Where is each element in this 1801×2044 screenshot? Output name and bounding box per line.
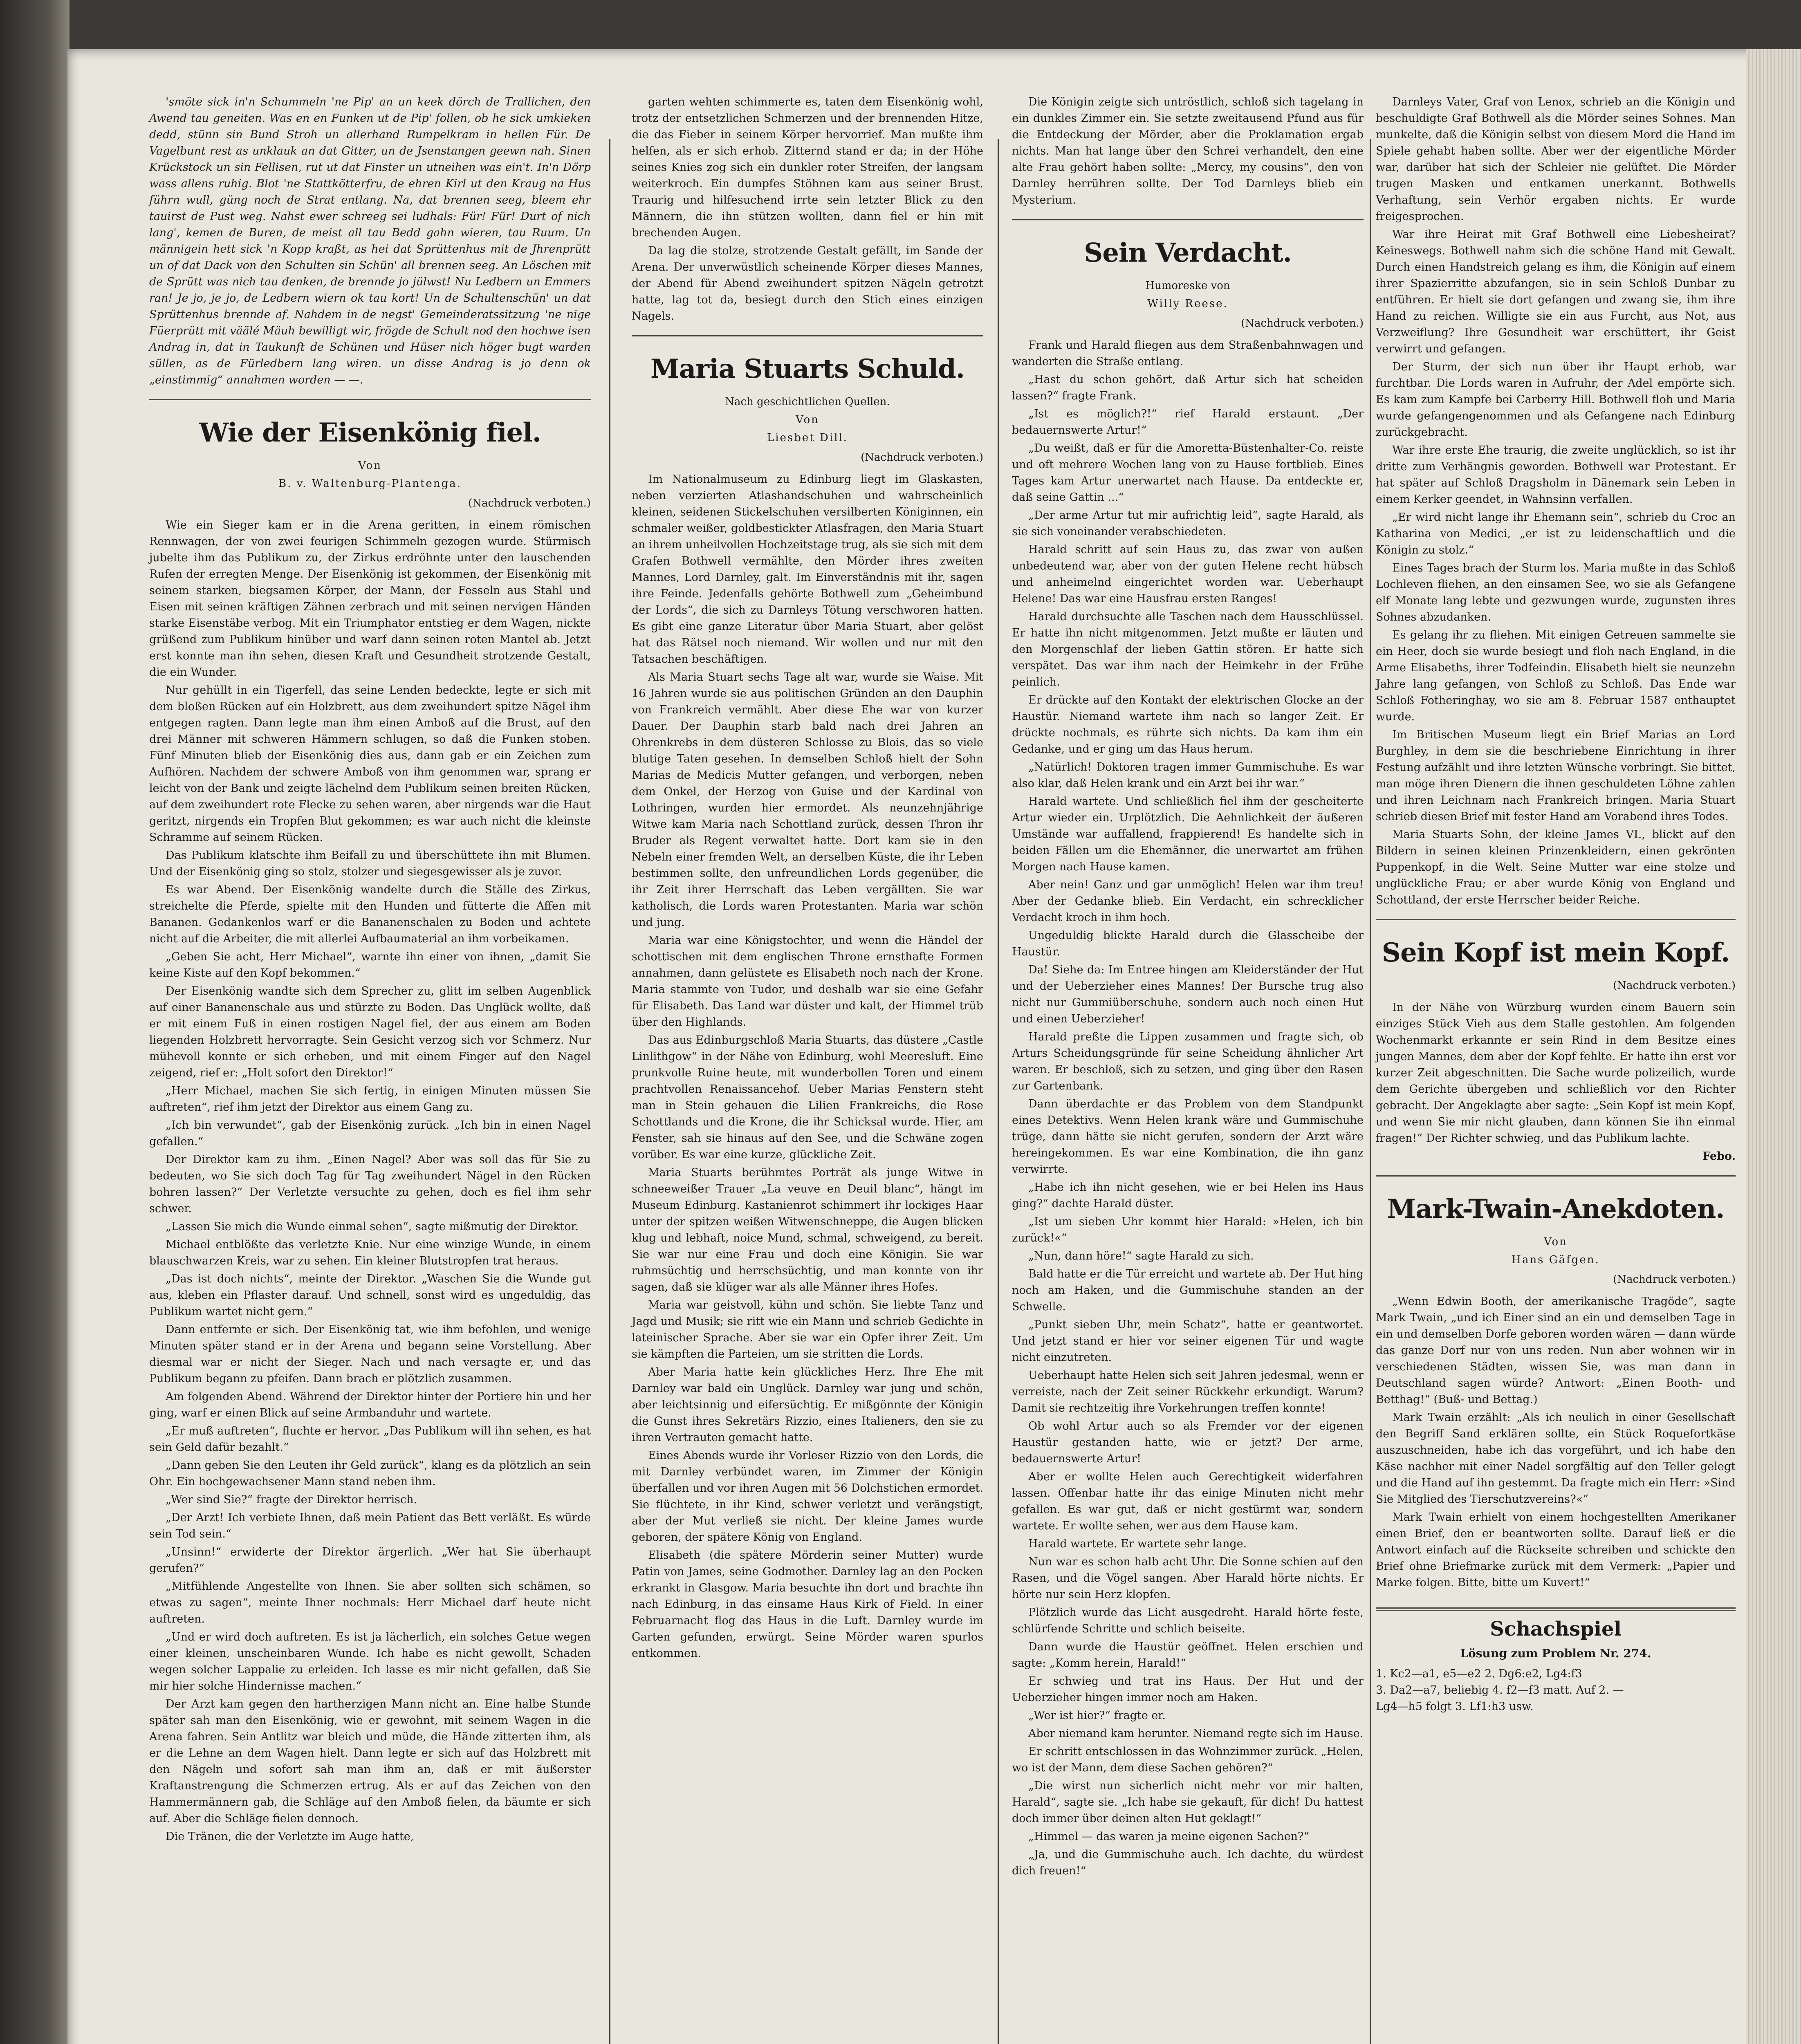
paragraph: Nur gehüllt in ein Tigerfell, das seine Lenden bedeckte, legte er sich mit dem bloßen Rücken auf ein Holzbrett, aus dem zweihundert spitze Nägel ihm entgegen ragten. Dann legte man ihm einen Amboß auf die Brust, auf den drei Männer mit schweren Hämmern schlugen, so daß die Funken stoben. Fünf Minuten blieb der Eisenkönig dies aus, dann gab er ein Zeichen zum Aufhören. Nachdem der schwere Amboß von ihm genommen war, sprang er leicht von der Bank und zeigte lächelnd dem Publikum seinen breiten Rücken, auf dem zweihundert rote Flecke zu sehen waren, aber nirgends war die Haut geritzt, nirgends ein Tropfen Blut gekommen; es war auch nicht die kleinste Schramme auf seinem Rücken. [149, 684, 591, 844]
author: Hans Gäfgen. [1512, 1254, 1600, 1266]
dialect-story-end: 'smöte sick in'n Schummeln 'ne Pip' an un keek dörch de Trallichen, den Awend tau geneiten. Was en en Funken ut de Pip' follen, ob he sick umkieken dedd, stünn sin Bund Stroh un allerhand Rumpelkram in hellen Für. De Vagelbunt rest as unklauk an dat Gitter, un de Jsenstangen geewn nah. Sinen Krückstock un sin Fellisen, rut ut dat Finster un utneihen was ein't. In'n Dörp wass allens ruhig. Blot 'ne Stattkötterfru, de ehren Kirl ut den Kraug na Hus führn wull, güng noch de Strat entlang. Na, dat brennen seeg, bleem ehr tauirst de Pust weg. Nahst ewer schreeg sei ludhals: Für! Für! Durt of nich lang', kemen de Buren, de meist all tau Bedd gahn wieren, tau Ruum. Un männigein hett sick 'n Kopp kraßt, as hei dat Sprüttenhus mit de Jhrenprütt un of dat Dack von den Schulten sin Schün' all brennen seeg. An Löschen mit de Sprütt was nich tau denken, de brennde jo jülwst! Nu Ledbern un Emmers ran! Je jo, je jo, de Ledbern wiern ok tau kort! Un de Schultenschün' un dat Sprüttenhus brennde af. Nahdem in de negst' Gemeinderatssitzung 'ne nige Füerprütt mit väälé Mäuh bewilligt wir, frögde de Schult nod den hochwe isen Andrag in, dat in Taukunft de Schünen und Hüser nich höger bugt warden süllen, as de Fürledbern lang wiren. un disse Andrag is jo denn ok „einstimmig“ annahmen worden — —. [149, 96, 591, 386]
paragraph: In der Nähe von Würzburg wurden einem Bauern sein einziges Stück Vieh aus dem Stalle gestohlen. Am folgenden Wochenmarkt erkannte er sein Rind in dem Besitze eines jungen Mannes, dem aber der Kopf fehlte. Er hatte ihn erst vor kurzer Zeit abgeschnitten. Die Sache wurde polizeilich, wurde dem Gerichte übergeben und schließlich vor den Richter gebracht. Der Angeklagte aber sagte: „Sein Kopf ist mein Kopf, und wenn Sie mir nicht glauben, dann können Sie ihn einmal fragen!“ Der Richter schwieg, und das Publikum lachte. [1376, 1001, 1736, 1145]
paragraph: Mark Twain erzählt: „Als ich neulich in einer Gesellschaft den Begriff Sand erklären sollte, ein Stück Roquefortkäse auszuschneiden, habe ich das vorgeführt, und ich habe den Käse nachher mit einer Nadel sorgfältig auf den Teller gelegt und die Hand auf ihn gestemmt. Da fragte mich ein Herr: »Sind Sie Mitglied des Tierschutzvereins?«“ [1376, 1411, 1736, 1506]
paragraph: „Er muß auftreten“, fluchte er hervor. „Das Publikum will ihn sehen, es hat sein Geld dafür bezahlt.“ [149, 1425, 591, 1454]
column-rule [1370, 139, 1371, 2044]
paragraph: Dann entfernte er sich. Der Eisenkönig tat, wie ihm befohlen, und wenige Minuten später stand er in der Arena und begann seine Vorstellung. Aber diesmal war er nicht der Sieger. Nach und nach versagte er, und das Publikum begann zu pfeifen. Dann brach er plötzlich zusammen. [149, 1323, 591, 1385]
paragraph: „Wer ist hier?“ fragte er. [1028, 1709, 1166, 1722]
paragraph: Ungeduldig blickte Harald durch die Glasscheibe der Haustür. [1012, 929, 1364, 958]
divider [1376, 919, 1736, 920]
paragraph: Er schritt entschlossen in das Wohnzimmer zurück. „Helen, wo ist der Mann, dem diese Sachen gehören?“ [1012, 1745, 1364, 1774]
paragraph: Es war Abend. Der Eisenkönig wandelte durch die Ställe des Zirkus, streichelte die Pferde, spielte mit den Hunden und fütterte die Affen mit Bananen. Gedankenlos warf er die Bananenschalen zu Boden und achtete nicht auf die Arbeiter, die mit allerlei Aufbaumaterial an ihm vorbeikamen. [149, 883, 591, 945]
paragraph: Im Britischen Museum liegt ein Brief Marias an Lord Burghley, in dem sie die beschriebene Einrichtung in ihrer Festung aufzählt und ihre letzten Wünsche vorbringt. Sie bittet, man möge ihren Dienern die ihnen geschuldeten Löhne zahlen und ihren Leichnam nach Frankreich bringen. Maria Stuart schrieb diesen Brief mit fester Hand am Vorabend ihres Todes. [1376, 728, 1736, 823]
paragraph: Die Königin zeigte sich untröstlich, schloß sich tagelang in ein dunkles Zimmer ein. Sie setzte zweitausend Pfund aus für die Entdeckung der Mörder, aber die Proklamation ergab nichts. Man hat lange über den Schrei verhandelt, den eine alte Frau gehört haben sollte: „Mercy, my cousins“, den von Darnley herrühren sollte. Der Tod Darnleys blieb ein Mysterium. [1012, 96, 1364, 206]
paragraph: Michael entblößte das verletzte Knie. Nur eine winzige Wunde, in einem blauschwarzen Kreis, war zu sehen. Ein kleiner Blutstropfen trat heraus. [149, 1238, 591, 1267]
paragraph: Aber niemand kam herunter. Niemand regte sich im Hause. [1028, 1727, 1364, 1740]
paragraph: Plötzlich wurde das Licht ausgedreht. Harald hörte feste, schlürfende Schritte und schlich beiseite. [1012, 1606, 1364, 1635]
paragraph: Eines Abends wurde ihr Vorleser Rizzio von den Lords, die mit Darnley verbündet waren, im Zimmer der Königin überfallen und vor ihren Augen mit 56 Dolchstichen ermordet. Sie flüchtete, in ihr Kind, schwer verletzt und verängstigt, aber der Mut verließ sie nicht. Der kleine James wurde geboren, der spätere König von England. [632, 1449, 983, 1544]
paragraph: Maria Stuarts Sohn, der kleine James VI., blickt auf den Bildern in seinen kleinen Prinzenkleidern, einen gekrönten Puppenkopf, in die Welt. Seine Mutter war eine stolze und unglückliche Frau; er aber wurde König von England und Schottland, der erste Herrscher beider Reiche. [1376, 828, 1736, 906]
reprint-note: (Nachdruck verboten.) [1613, 979, 1736, 992]
divider [632, 335, 983, 336]
byline-von: Von [796, 414, 819, 426]
reprint-note: (Nachdruck verboten.) [1613, 1273, 1736, 1286]
paragraph: Harald durchsuchte alle Taschen nach dem Hausschlüssel. Er hatte ihn nicht mitgenommen. Jetzt mußte er läuten und den Morgenschlaf der lieben Gattin stören. Er hatte sich verspätet. Das war ihm nach der Heimkehr in der Frühe peinlich. [1012, 610, 1364, 688]
paragraph: „Die wirst nun sicherlich nicht mehr vor mir halten, Harald“, sagte sie. „Ich habe sie gekauft, für dich! Du hattest doch immer über deinen alten Hut geklagt!“ [1012, 1780, 1364, 1825]
divider [149, 399, 591, 400]
paragraph: Es gelang ihr zu fliehen. Mit einigen Getreuen sammelte sie ein Heer, doch sie wurde besiegt und floh nach England, in die Arme Elisabeths, ihrer Todfeindin. Elisabeth hielt sie neunzehn Jahre lang gefangen, von Schloß zu Schloß. Das Ende war Schloß Fotheringhay, wo sie am 8. Februar 1587 enthauptet wurde. [1376, 629, 1736, 723]
paragraph: Im Nationalmuseum zu Edinburg liegt im Glaskasten, neben verzierten Atlashandschuhen und wahrscheinlich kleinen, seidenen Stickelschuhen versilberten Königinnen, ein schmaler weißer, goldbestickter Atlasfragen, den Maria Stuart an ihrem unheilvollen Hochzeitstage trug, als sie sich mit dem Grafen Bothwell vermählte, den Mörder ihres zweiten Mannes, Lord Darnley, galt. Im Einverständnis mit ihr, sagen ihre Feinde. Jedenfalls gehörte Bothwell zum „Geheimbund der Lords“, die sich zu Darnleys Tötung verschworen hatten. Es gibt eine ganze Literatur über Maria Stuart, aber gelöst hat das Rätsel noch niemand. Wir wollen und nur mit den Tatsachen beschäftigen. [632, 473, 983, 666]
paragraph: „Punkt sieben Uhr, mein Schatz“, hatte er geantwortet. Und jetzt stand er hier vor seiner eigenen Tür und wagte nicht einzutreten. [1012, 1318, 1364, 1364]
paragraph: Der Sturm, der sich nun über ihr Haupt erhob, war furchtbar. Die Lords waren in Aufruhr, der Adel empörte sich. Es kam zum Kampfe bei Carberry Hill. Bothwell floh und Maria wurde gefangengenommen und als Gefangene nach Edinburg zurückgebracht. [1376, 361, 1736, 439]
column-1 [149, 94, 591, 1847]
paragraph: Aber Maria hatte kein glückliches Herz. Ihre Ehe mit Darnley war bald ein Unglück. Darnley war jung und schön, aber leichtsinnig und eifersüchtig. Er mißgönnte der Königin die Gunst ihres Sekretärs Rizzio, eines Italieners, den sie zu ihren Vertrauten gemacht hatte. [632, 1366, 983, 1444]
paragraph: Bald hatte er die Tür erreicht und wartete ab. Der Hut hing noch am Haken, und die Gummischuhe standen an der Schwelle. [1012, 1268, 1364, 1313]
divider [1376, 1175, 1736, 1177]
chess-line: 3. Da2—a7, beliebig 4. f2—f3 matt. Auf 2. — [1376, 1684, 1624, 1697]
paragraph: Da! Siehe da: Im Entree hingen am Kleiderständer der Hut und der Ueberzieher eines Mannes! Der Bursche trug also nicht nur Gummiüberschuhe, sondern auch noch einen Hut und einen Ueberzieher! [1012, 964, 1364, 1025]
paragraph: Elisabeth (die spätere Mörderin seiner Mutter) wurde Patin von James, seine Godmother. Darnley lag an den Pocken erkrankt in Glasgow. Maria besuchte ihn dort und brachte ihn nach Edinburg, in das einsame Haus Kirk of Field. In einer Februarnacht flog das Haus in die Luft. Darnley wurde im Garten gefunden, erwürgt. Seine Mörder waren spurlos entkommen. [632, 1549, 983, 1660]
paragraph: „Der arme Artur tut mir aufrichtig leid“, sagte Harald, als sie sich voneinander verabschiedeten. [1012, 509, 1364, 538]
paragraph: „Der Arzt! Ich verbiete Ihnen, daß mein Patient das Bett verläßt. Es würde sein Tod sein.“ [149, 1511, 591, 1540]
paragraph: „Du weißt, daß er für die Amoretta-Büstenhalter-Co. reiste und oft mehrere Wochen lang von zu Hause fortblieb. Eines Tages kam Artur unerwartet nach Hause. Da entdeckte er, daß seine Gattin ...“ [1012, 442, 1364, 504]
paragraph: Harald schritt auf sein Haus zu, das zwar von außen unbedeutend war, aber von der guten Helene recht hübsch und anheimelnd eingerichtet worden war. Ueberhaupt Helene! Das war eine Hausfrau ersten Ranges! [1012, 543, 1364, 605]
paragraph: Harald preßte die Lippen zusammen und fragte sich, ob Arturs Scheidungsgründe für seine Scheidung ähnlicher Art waren. Er beschloß, sich zu setzen, und ging über den Rasen zur Gartenbank. [1012, 1031, 1364, 1092]
subtitle: Nach geschichtlichen Quellen. [725, 396, 890, 408]
paragraph: „Und er wird doch auftreten. Es ist ja lächerlich, ein solches Getue wegen einer kleinen, unscheinbaren Wunde. Ich habe es nicht gewollt, Schaden wegen solcher Lappalie zu erleiden. Ich lasse es mir nicht gefallen, daß Sie mir hier solche Hindernisse machen.“ [149, 1631, 591, 1692]
paragraph: War ihre Heirat mit Graf Bothwell eine Liebesheirat? Keineswegs. Bothwell nahm sich die schöne Hand mit Gewalt. Durch einen Handstreich gelang es ihm, die Königin auf einem ihrer Spazierritte abzufangen, sie in sein Schloß Dunbar zu entführen. Er hielt sie dort gefangen und zwang sie, ihm ihre Hand zu reichen. Willigte sie ein aus Furcht, aus Not, aus Verzweiflung? Ihre Gesundheit war erschüttert, ihr Geist verwirrt und gefangen. [1376, 228, 1736, 355]
paragraph: „Unsinn!“ erwiderte der Direktor ärgerlich. „Wer hat Sie überhaupt gerufen?“ [149, 1546, 591, 1575]
paragraph: Der Direktor kam zu ihm. „Einen Nagel? Aber was soll das für Sie zu bedeuten, wo Sie sich doch Tag für Tag zweihundert Nägel in den Rücken bohren lassen?“ Der Verletzte versuchte zu gehen, doch es fiel ihm sehr schwer. [149, 1153, 591, 1215]
column-2 [632, 94, 983, 1663]
paragraph: „Nun, dann höre!“ sagte Harald zu sich. [1028, 1250, 1254, 1262]
paragraph: „Ja, und die Gummischuhe auch. Ich dachte, du würdest dich freuen!“ [1012, 1848, 1364, 1877]
reprint-note: (Nachdruck verboten.) [1241, 317, 1364, 329]
paragraph: Ueberhaupt hatte Helen sich seit Jahren jedesmal, wenn er verreiste, nach der Zeit seiner Rückkehr erkundigt. Warum? Damit sie rechtzeitig ihre Vorkehrungen treffen konnte! [1012, 1369, 1364, 1414]
article-title-verdacht: Sein Verdacht. [1084, 238, 1292, 268]
column-4 [1376, 94, 1736, 1715]
paragraph: Da lag die stolze, strotzende Gestalt gefällt, im Sande der Arena. Der unverwüstlich scheinende Körper dieses Mannes, der Abend für Abend zweihundert spitzen Nägeln getrotzt hatte, lag tot da, besiegt durch den Stich eines einzigen Nagels. [632, 244, 983, 323]
paragraph: Ob wohl Artur auch so als Fremder vor der eigenen Haustür gestanden hatte, wie er jetzt? Der arme, bedauernswerte Artur! [1012, 1420, 1364, 1465]
byline-von: Von [1544, 1236, 1568, 1248]
paragraph: Er schwieg und trat ins Haus. Der Hut und der Ueberzieher hingen immer noch am Haken. [1012, 1675, 1364, 1704]
signature: Febo. [1702, 1150, 1736, 1163]
paragraph: Das Publikum klatschte ihm Beifall zu und überschüttete ihn mit Blumen. Und der Eisenkönig ging so stolz, stolzer und siegesgewisser als je zuvor. [149, 849, 591, 878]
paragraph: „Mitfühlende Angestellte von Ihnen. Sie aber sollten sich schämen, so etwas zu sagen“, meinte Ihner nochmals: Herr Michael darf heute nicht auftreten. [149, 1580, 591, 1625]
paragraph: „Er wird nicht lange ihr Ehemann sein“, schrieb du Croc an Katharina von Medici, „er ist zu leidenschaftlich und die Königin zu stolz.“ [1376, 511, 1736, 556]
paragraph: „Wer sind Sie?“ fragte der Direktor herrisch. [166, 1493, 417, 1506]
chess-section-title: Schachspiel [1490, 1618, 1622, 1641]
article-title-mark-twain: Mark-Twain-Anekdoten. [1387, 1194, 1725, 1224]
column-rule [998, 139, 999, 2044]
paragraph: Wie ein Sieger kam er in die Arena geritten, in einem römischen Rennwagen, der von zwei feurigen Schimmeln gezogen wurde. Stürmisch jubelte ihm das Publikum zu, der Zirkus erdröhnte unter den lauschenden Rufen der erregten Menge. Der Eisenkönig ist gekommen, der Eisenkönig mit seinem starken, biegsamen Körper, der Mann, der Fesseln aus Stahl und Eisen mit seinen kräftigen Zähnen zerbrach und mit seinen nervigen Händen starke Eisenstäbe verbog. Mit ein Triumphator entstieg er dem Wagen, nickte grüßend zum Publikum hinüber und warf dann seinen roten Mantel ab. Jetzt erst konnte man ihn sehen, diesen Kraft und Gesundheit strotzende Gestalt, die ein Wunder. [149, 519, 591, 679]
page-edges [1746, 49, 1801, 2044]
column-3 [1012, 94, 1364, 1881]
reprint-note: (Nachdruck verboten.) [861, 451, 983, 464]
paragraph: Harald wartete. Und schließlich fiel ihm der gescheiterte Artur wieder ein. Urplötzlich. Die Aehnlichkeit der äußeren Umstände war auffallend, frappierend! Es handelte sich in beiden Fällen um die Ehemänner, die unerwartet am frühen Morgen nach Hause kamen. [1012, 795, 1364, 873]
paragraph: Aber er wollte Helen auch Gerechtigkeit widerfahren lassen. Offenbar hatte ihr das einige Minuten nicht mehr gefallen. Es war gut, daß er nicht gestürmt war, sondern wartete. Er wollte sehen, wer aus dem Hause kam. [1012, 1470, 1364, 1532]
paragraph: Harald wartete. Er wartete sehr lange. [1028, 1537, 1247, 1550]
reprint-note: (Nachdruck verboten.) [468, 497, 591, 509]
author: B. v. Waltenburg-Plantenga. [278, 477, 462, 490]
paragraph: Die Tränen, die der Verletzte im Auge hatte, [166, 1830, 414, 1843]
paragraph: „Wenn Edwin Booth, der amerikanische Tragöde“, sagte Mark Twain, „und ich Einer sind an ein und demselben Tage in ein und demselben Dorfe geboren worden wären — dann würde das ganze Dorf nur von uns reden. Nun aber wohnen wir in verschiedenen Städten, wissen Sie, was man dann in Deutschland sagen würde? Antwort: „Einen Booth- und Betthag!“ (Buß- und Bettag.) [1376, 1295, 1736, 1406]
paragraph: Der Arzt kam gegen den hartherzigen Mann nicht an. Eine halbe Stunde später sah man den Eisenkönig, wie er gewohnt, mit seinem Wagen in die Arena fahren. Sein Antlitz war bleich und müde, die Hände zitterten ihm, als er die Lehne an dem Wagen hielt. Dann legte er sich auf das Holzbrett mit den Nägeln und sofort sah man ihm an, daß er mit äußerster Kraftanstrengung die Schmerzen ertrug. Als er auf das Zeichen von den Hammermännern gab, die Schläge auf den Amboß fielen, da bäumte er sich auf. Aber die Schläge fielen dennoch. [149, 1698, 591, 1825]
paragraph: „Hast du schon gehört, daß Artur sich hat scheiden lassen?“ fragte Frank. [1012, 373, 1364, 402]
divider [1012, 219, 1364, 220]
byline-von: Von [358, 459, 382, 472]
paragraph: „Himmel — das waren ja meine eigenen Sachen?“ [1028, 1830, 1310, 1843]
paragraph: „Geben Sie acht, Herr Michael“, warnte ihn einer von ihnen, „damit Sie keine Kiste auf den Kopf bekommen.“ [149, 950, 591, 979]
article-title-kopf: Sein Kopf ist mein Kopf. [1382, 937, 1730, 968]
paragraph: „Natürlich! Doktoren tragen immer Gummischuhe. Es war also klar, daß Helen krank und ein Arzt bei ihr war.“ [1012, 761, 1364, 790]
article-title-eisenkoenig: Wie der Eisenkönig fiel. [199, 417, 541, 448]
paragraph: Maria Stuarts berühmtes Porträt als junge Witwe in schneeweißer Trauer „La veuve en Deuil blanc“, hängt im Museum Edinburg. Kastanienrot schimmert ihr lockiges Haar unter der spitzen weißen Witwenschneppe, die Augen blicken klug und lebhaft, noice Mund, schmal, schweigend, zu bereit. Sie war nur eine Frau und doch eine Königin. Sie war ruhmsüchtig und herrschsüchtig, und man konnte von ihr sagen, daß sie klüger war als alle Männer ihres Hofes. [632, 1166, 983, 1293]
paragraph: Dann überdachte er das Problem von dem Standpunkt eines Detektivs. Wenn Helen krank wäre und Gummischuhe trüge, dann hätte sie nicht gerufen, sondern der Arzt wäre hereingekommen. Es war eine Kombination, die ihn ganz verwirrte. [1012, 1098, 1364, 1176]
chess-line: Lg4—h5 folgt 3. Lf1:h3 usw. [1376, 1700, 1534, 1713]
subtitle: Humoreske von [1145, 280, 1230, 292]
paragraph: War ihre erste Ehe traurig, die zweite unglücklich, so ist ihr dritte zum Verhängnis geworden. Bothwell war Protestant. Er hat später auf Schloß Dragsholm in Dänemark sein Leben in einem Kerker geendet, in Wahnsinn verfallen. [1376, 444, 1736, 506]
article-title-maria-stuart: Maria Stuarts Schuld. [650, 354, 965, 384]
paragraph: „Das ist doch nichts“, meinte der Direktor. „Waschen Sie die Wunde gut aus, kleben ein Pflaster darauf. Und schnell, sonst wird es ungeduldig, das Publikum wartet nicht gern.“ [149, 1273, 591, 1318]
paragraph: „Ist es möglich?!“ rief Harald erstaunt. „Der bedauernswerte Artur!“ [1012, 408, 1364, 437]
author: Willy Reese. [1147, 298, 1228, 310]
paragraph: Darnleys Vater, Graf von Lenox, schrieb an die Königin und beschuldigte Graf Bothwell als die Mörder seines Sohnes. Man munkelte, daß die Königin selbst von diesem Mord die Hand im Spiele gehabt haben sollte. Aber wer der eigentliche Mörder war, darüber hat sich der Schleier nie gelüftet. Die Mörder trugen Masken und entkamen unerkannt. Bothwells Verhaftung, sein Verhör ergaben nichts. Er wurde freigesprochen. [1376, 96, 1736, 223]
paragraph: Dann wurde die Haustür geöffnet. Helen erschien und sagte: „Komm herein, Harald!“ [1012, 1641, 1364, 1670]
paragraph: Der Eisenkönig wandte sich dem Sprecher zu, glitt im selben Augenblick auf einer Bananenschale aus und stürzte zu Boden. Das Unglück wollte, daß er mit einem Fuß in einen rostigen Nagel fiel, der aus einem am Boden liegenden Holzbrett hervorragte. Sein Gesicht verzog sich vor Schmerz. Nur mühevoll konnte er sich erheben, und mit einem Finger auf den Nagel zeigend, rief er: „Holt sofort den Direktor!“ [149, 985, 591, 1079]
paragraph: garten wehten schimmerte es, taten dem Eisenkönig wohl, trotz der entsetzlichen Schmerzen und der brennenden Hitze, die das Fieber in seinem Körper hervorrief. Man mußte ihm helfen, als er sich erhob. Zitternd stand er da; in der Höhe seines Knies zog sich ein dunkler roter Streifen, der langsam weiterkroch. Ein dumpfes Stöhnen kam aus seiner Brust. Traurig und hilfesuchend irrte sein letzter Blick zu den Männern, die ihn stützen wollten, dann fiel er hin mit brechenden Augen. [632, 96, 983, 239]
paragraph: Als Maria Stuart sechs Tage alt war, wurde sie Waise. Mit 16 Jahren wurde sie aus politischen Gründen an den Dauphin von Frankreich vermählt. Aber diese Ehe war von kurzer Dauer. Der Dauphin starb bald nach drei Jahren an Ohrenkrebs in dem düsteren Schlosse zu Blois, das so viele blutige Taten gesehen. In demselben Schloß hielt der Sohn Marias de Medicis Mutter gefangen, und verborgen, neben dem Onkel, der Herzog von Guise und der Kardinal von Lothringen, wurden hier ermordet. Als neunzehnjährige Witwe kam Maria nach Schottland zurück, dessen Thron ihr Bruder als Regent verwaltet hatte. Dort kam sie in den Nebeln einer fremden Welt, an derselben Küste, die ihr Leben bestimmen sollte, den unfreundlichen Lords gegenüber, die ihr Zeit ihrer Herrschaft das Leben vergällten. Sie war katholisch, die Lords waren Protestanten. Maria war schön und jung. [632, 671, 983, 929]
paragraph: Nun war es schon halb acht Uhr. Die Sonne schien auf den Rasen, und die Vögel sangen. Aber Harald hörte nichts. Er hörte nur sein Herz klopfen. [1012, 1555, 1364, 1601]
paragraph: Maria war geistvoll, kühn und schön. Sie liebte Tanz und Jagd und Musik; sie ritt wie ein Mann und schrieb Gedichte in lateinischer Sprache. Aber sie war ein Opfer ihrer Zeit. Um sie kämpften die Parteien, um sie stritten die Lords. [632, 1299, 983, 1360]
paragraph: „Herr Michael, machen Sie sich fertig, in einigen Minuten müssen Sie auftreten“, rief ihm jetzt der Direktor aus einem Gang zu. [149, 1085, 591, 1114]
paragraph: „Lassen Sie mich die Wunde einmal sehen“, sagte mißmutig der Direktor. [166, 1220, 579, 1233]
paragraph: Aber nein! Ganz und gar unmöglich! Helen war ihm treu! Aber der Gedanke blieb. Ein Verdacht, ein schrecklicher Verdacht kroch in ihm hoch. [1012, 879, 1364, 924]
chess-line: 1. Kc2—a1, e5—e2 2. Dg6:e2, Lg4:f3 [1376, 1667, 1582, 1680]
paragraph: Eines Tages brach der Sturm los. Maria mußte in das Schloß Lochleven fliehen, an den einsamen See, wo sie als Gefangene elf Monate lang lebte und gezwungen wurde, zugunsten ihres Sohnes abzudanken. [1376, 562, 1736, 623]
double-divider [1376, 1607, 1736, 1613]
paragraph: Er drückte auf den Kontakt der elektrischen Glocke an der Haustür. Niemand wartete ihm nach so langer Zeit. Er drückte nochmals, es rührte sich nichts. Da kam ihm ein Gedanke, und er ging um das Haus herum. [1012, 694, 1364, 755]
paragraph: Frank und Harald fliegen aus dem Straßenbahnwagen und wanderten die Straße entlang. [1012, 339, 1364, 368]
paragraph: Maria war eine Königstochter, und wenn die Händel der schottischen mit dem englischen Throne ernsthafte Formen annahmen, dann gelüstete es Elisabeth noch nach der Krone. Maria stammte von Tudor, und deshalb war sie eine Gefahr für Elisabeth. Das Land war düster und kalt, der Himmel trüb über den Highlands. [632, 934, 983, 1029]
author: Liesbet Dill. [767, 432, 848, 444]
paragraph: „Habe ich ihn nicht gesehen, wie er bei Helen ins Haus ging?“ dachte Harald düster. [1012, 1181, 1364, 1210]
chess-problem-title: Lösung zum Problem Nr. 274. [1460, 1647, 1651, 1660]
paragraph: „Ist um sieben Uhr kommt hier Harald: »Helen, ich bin zurück!«“ [1012, 1215, 1364, 1244]
paragraph: „Ich bin verwundet“, gab der Eisenkönig zurück. „Ich bin in einen Nagel gefallen.“ [149, 1119, 591, 1148]
paragraph: Mark Twain erhielt von einem hochgestellten Amerikaner einen Brief, den er beantworten sollte. Darauf ließ er die Antwort einfach auf die Rückseite schreiben und schickte den Brief ohne Briefmarke zurück mit dem Vermerk: „Papier und Marke folgen. Bitte, bitte um Kuvert!“ [1376, 1511, 1736, 1589]
column-rule [609, 139, 610, 2044]
book-spine [0, 0, 70, 2044]
paragraph: „Dann geben Sie den Leuten ihr Geld zurück“, klang es da plötzlich an sein Ohr. Ein hochgewachsener Mann stand neben ihm. [149, 1459, 591, 1488]
paragraph: Am folgenden Abend. Während der Direktor hinter der Portiere hin und her ging, warf er einen Blick auf seine Armbanduhr und wartete. [149, 1390, 591, 1419]
paragraph: Das aus Edinburgschloß Maria Stuarts, das düstere „Castle Linlithgow“ in der Nähe von Edinburg, wohl Meeresluft. Eine prunkvolle Ruine heute, mit wunderbollen Toren und einem prachtvollen Renaissancehof. Ueber Marias Fenstern steht man in Stein gehauen die Lilien Frankreichs, die Rose Schottlands und die Krone, die ihr Schicksal wurde. Hier, am Fenster, sah sie hinaus auf den See, und die Schwäne zogen vorüber. Es war eine kurze, glückliche Zeit. [632, 1034, 983, 1161]
